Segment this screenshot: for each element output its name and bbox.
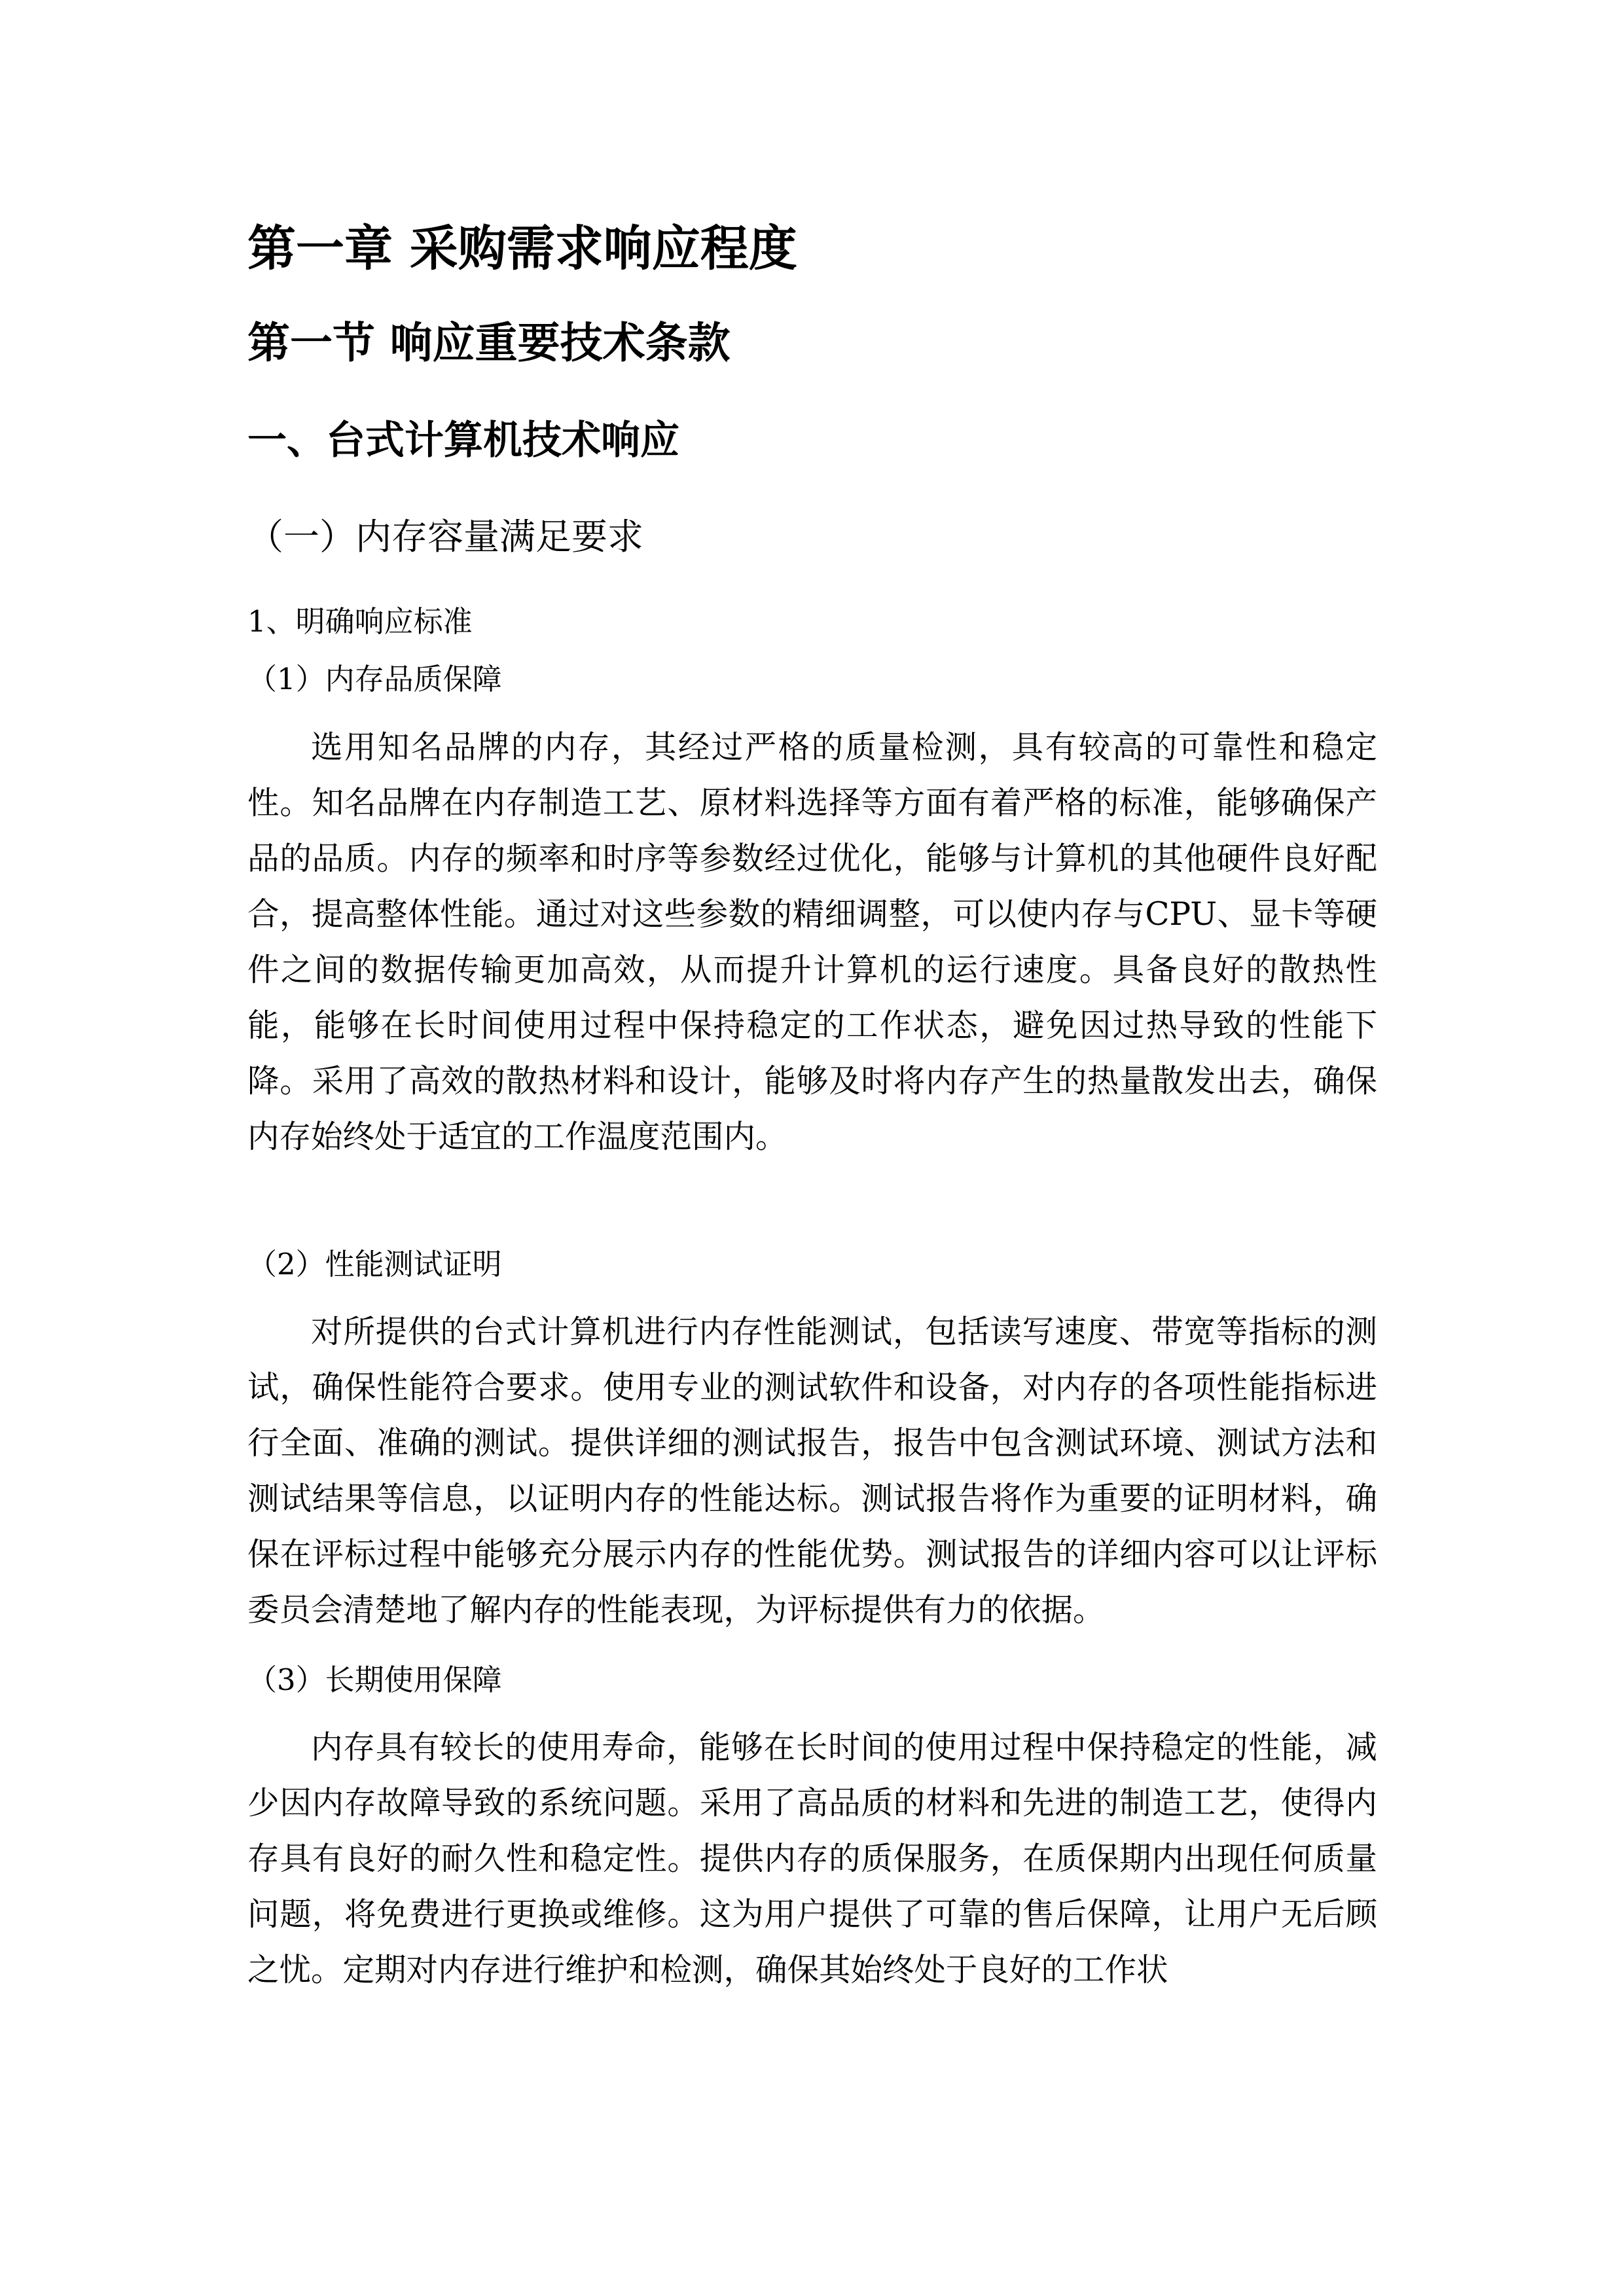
section-title: 第一节 响应重要技术条款 [247, 319, 731, 368]
paragraph: 对所提供的台式计算机进行内存性能测试，包括读写速度、带宽等指标的测试，确保性能符合要求。使用专业的测试软件和设备，对内存的各项性能指标进行全面、准确的测试。提供详细的测试报告，报告中包含测试环境、测试方法和测试结果等信息，以证明内存的性能达标。测试报告将作为重要的证明材料，确保在评标过程中能够充分展示内存的性能优势。测试报告的详细内容可以让评标委员会清楚地了解内存的性能表现，为评标提供有力的依据。 [247, 1314, 1377, 1628]
paragraph: 内存具有较长的使用寿命，能够在长时间的使用过程中保持稳定的性能，减少因内存故障导致的系统问题。采用了高品质的材料和先进的制造工艺，使得内存具有良好的耐久性和稳定性。提供内存的质保服务，在质保期内出现任何质量问题，将免费进行更换或维修。这为用户提供了可靠的售后保障，让用户无后顾之忧。定期对内存进行维护和检测，确保其始终处于良好的工作状 [247, 1729, 1377, 1988]
item-title: （一）内存容量满足要求 [247, 516, 644, 558]
paragraph: 选用知名品牌的内存，其经过严格的质量检测，具有较高的可靠性和稳定性。知名品牌在内存制造工艺、原材料选择等方面有着严格的标准，能够确保产品的品质。内存的频率和时序等参数经过优化，能够与计算机的其他硬件良好配合，提高整体性能。通过对这些参数的精细调整，可以使内存与CPU、显卡等硬件之间的数据传输更加高效，从而提升计算机的运行速度。具备良好的散热性能，能够在长时间使用过程中保持稳定的工作状态，避免因过热导致的性能下降。采用了高效的散热材料和设计，能够及时将内存产生的热量散发出去，确保内存始终处于适宜的工作温度范围内。 [247, 729, 1377, 1155]
point-title: 1、明确响应标准 [247, 604, 473, 639]
subsection-title: 一、台式计算机技术响应 [247, 418, 679, 463]
subpoint-label: （2）性能测试证明 [247, 1247, 502, 1282]
chapter-title: 第一章 采购需求响应程度 [247, 221, 797, 277]
subpoint-label: （3）长期使用保障 [247, 1662, 502, 1697]
subpoint-label: （1）内存品质保障 [247, 662, 502, 696]
